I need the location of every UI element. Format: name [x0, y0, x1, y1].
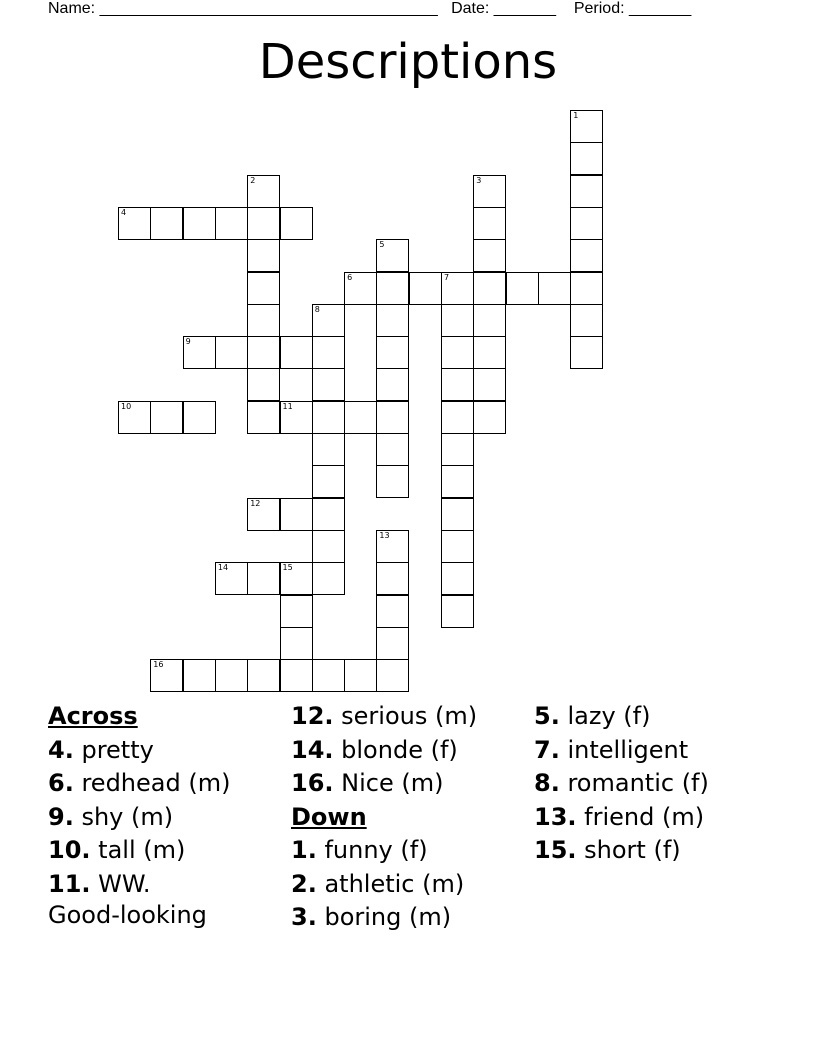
grid-cell[interactable] — [312, 530, 345, 563]
grid-cell[interactable] — [441, 498, 474, 531]
clue-column-3 — [534, 700, 709, 868]
grid-cell[interactable] — [280, 562, 313, 595]
name-blank[interactable]: ______________________________________ — [99, 0, 438, 17]
grid-cell[interactable] — [312, 401, 345, 434]
clue-text: athletic (m) — [324, 869, 465, 898]
cell-number: 3 — [476, 175, 482, 185]
clue-number: 1. — [291, 836, 317, 864]
grid-cell[interactable] — [441, 304, 474, 337]
clue-number: 6. — [48, 769, 74, 797]
clue-number: 16. — [291, 769, 334, 797]
grid-cell[interactable] — [441, 401, 474, 434]
clue-column-2 — [291, 700, 477, 935]
page-title: Descriptions — [258, 34, 558, 90]
grid-cell[interactable] — [280, 659, 313, 692]
grid-cell[interactable] — [247, 336, 280, 369]
cell-number: 4 — [121, 207, 127, 217]
grid-cell[interactable] — [473, 304, 506, 337]
clue-number: 10. — [48, 836, 91, 864]
cell-number: 2 — [250, 175, 256, 185]
grid-cell[interactable] — [570, 272, 603, 305]
grid-cell[interactable] — [570, 142, 603, 175]
grid-cell[interactable] — [473, 336, 506, 369]
grid-cell[interactable] — [247, 401, 280, 434]
period-label: Period: — [573, 0, 625, 17]
grid-cell[interactable] — [570, 110, 603, 143]
grid-cell[interactable] — [376, 595, 409, 628]
down-heading: Down — [291, 802, 367, 831]
grid-cell[interactable] — [376, 627, 409, 660]
grid-cell[interactable] — [150, 401, 183, 434]
clue-text: Nice (m) — [341, 769, 444, 797]
clue-text: tall (m) — [98, 836, 186, 864]
grid-cell[interactable] — [312, 368, 345, 401]
cell-number: 12 — [250, 498, 261, 508]
grid-cell[interactable] — [247, 498, 280, 531]
grid-cell[interactable] — [473, 207, 506, 240]
grid-cell[interactable] — [409, 272, 442, 305]
grid-cell[interactable] — [118, 401, 151, 434]
clue-text: friend (m) — [584, 802, 705, 831]
grid-cell[interactable] — [247, 272, 280, 305]
clue-number: 3. — [291, 903, 317, 931]
cell-number: 6 — [347, 272, 353, 282]
grid-cell[interactable] — [376, 465, 409, 498]
grid-cell[interactable] — [312, 659, 345, 692]
clue-number: 2. — [291, 869, 317, 898]
grid-cell[interactable] — [441, 595, 474, 628]
grid-cell[interactable] — [376, 562, 409, 595]
clue-text: romantic (f) — [567, 769, 709, 797]
clue-text: pretty — [81, 735, 154, 764]
period-blank[interactable]: _______ — [629, 0, 692, 17]
grid-cell[interactable] — [376, 272, 409, 305]
clue-text: serious (m) — [341, 702, 478, 730]
cell-number: 14 — [217, 563, 229, 573]
grid-cell[interactable] — [570, 175, 603, 208]
grid-cell[interactable] — [441, 368, 474, 401]
grid-cell[interactable] — [183, 336, 216, 369]
grid-cell[interactable] — [344, 272, 377, 305]
grid-cell[interactable] — [376, 433, 409, 466]
grid-cell[interactable] — [473, 368, 506, 401]
clue-number: 9. — [48, 802, 74, 831]
grid-cell[interactable] — [247, 239, 280, 272]
clue-text: blonde (f) — [341, 735, 458, 764]
cell-number: 16 — [153, 660, 164, 670]
grid-cell[interactable] — [570, 239, 603, 272]
name-label: Name: — [48, 0, 96, 17]
date-label: Date: — [451, 0, 490, 17]
grid-cell[interactable] — [312, 304, 345, 337]
header-fields — [48, 0, 691, 18]
clue-number: 5. — [534, 702, 560, 730]
grid-cell[interactable] — [473, 175, 506, 208]
grid-cell[interactable] — [312, 433, 345, 466]
cell-number: 7 — [444, 272, 450, 282]
grid-cell[interactable] — [247, 207, 280, 240]
grid-cell[interactable] — [150, 659, 183, 692]
grid-cell[interactable] — [215, 207, 248, 240]
grid-cell[interactable] — [376, 659, 409, 692]
grid-cell[interactable] — [570, 304, 603, 337]
grid-cell[interactable] — [247, 368, 280, 401]
clue-text: shy (m) — [81, 802, 174, 831]
clue-text: funny (f) — [324, 836, 428, 864]
grid-cell[interactable] — [376, 239, 409, 272]
grid-cell[interactable] — [280, 627, 313, 660]
grid-cell[interactable] — [280, 401, 313, 434]
clue-text: WW. — [98, 869, 151, 898]
grid-cell[interactable] — [376, 368, 409, 401]
grid-cell[interactable] — [376, 401, 409, 434]
across-heading: Across — [48, 702, 138, 730]
grid-cell[interactable] — [473, 401, 506, 434]
grid-cell[interactable] — [312, 562, 345, 595]
grid-cell[interactable] — [280, 207, 313, 240]
clue-number: 14. — [291, 735, 334, 764]
clue-number: 8. — [534, 769, 560, 797]
cell-number: 15 — [282, 563, 293, 573]
grid-cell[interactable] — [344, 401, 377, 434]
grid-cell[interactable] — [441, 562, 474, 595]
cell-number: 5 — [379, 240, 385, 250]
grid-cell[interactable] — [183, 401, 216, 434]
grid-cell[interactable] — [312, 336, 345, 369]
grid-cell[interactable] — [312, 465, 345, 498]
grid-cell[interactable] — [441, 433, 474, 466]
grid-cell[interactable] — [150, 207, 183, 240]
clue-number: 7. — [534, 735, 560, 764]
grid-cell[interactable] — [215, 659, 248, 692]
grid-cell[interactable] — [312, 498, 345, 531]
cell-number: 1 — [573, 111, 579, 120]
grid-cell[interactable] — [506, 272, 539, 305]
grid-cell[interactable] — [473, 239, 506, 272]
grid-cell[interactable] — [441, 465, 474, 498]
grid-cell[interactable] — [118, 207, 151, 240]
clue-text: intelligent — [567, 735, 689, 764]
clue-number: 12. — [291, 702, 334, 730]
grid-cell[interactable] — [570, 336, 603, 369]
clue-text: boring (m) — [324, 903, 452, 931]
grid-cell[interactable] — [280, 595, 313, 628]
clue-number: 4. — [48, 735, 74, 764]
grid-cell[interactable] — [215, 562, 248, 595]
clue-text: short (f) — [584, 836, 681, 864]
grid-cell[interactable] — [280, 498, 313, 531]
clue-text: Good-looking — [48, 901, 207, 929]
grid-cell[interactable] — [570, 207, 603, 240]
grid-cell[interactable] — [473, 272, 506, 305]
grid-cell[interactable] — [247, 659, 280, 692]
cell-number: 13 — [379, 530, 390, 540]
cell-number: 11 — [282, 401, 293, 411]
grid-cell[interactable] — [441, 530, 474, 563]
grid-cell[interactable] — [376, 336, 409, 369]
clue-text: redhead (m) — [81, 769, 231, 797]
grid-cell[interactable] — [538, 272, 571, 305]
grid-cell[interactable] — [183, 659, 216, 692]
grid-cell[interactable] — [441, 336, 474, 369]
grid-cell[interactable] — [247, 175, 280, 208]
grid-cell[interactable] — [280, 336, 313, 369]
grid-cell[interactable] — [344, 659, 377, 692]
cell-number: 8 — [314, 304, 320, 314]
grid-cell[interactable] — [247, 304, 280, 337]
clue-number: 15. — [534, 836, 577, 864]
grid-cell[interactable] — [247, 562, 280, 595]
grid-cell[interactable] — [183, 207, 216, 240]
cell-number: 9 — [185, 337, 191, 347]
clue-text: lazy (f) — [567, 702, 651, 730]
grid-cell[interactable] — [441, 272, 474, 305]
grid-cell[interactable] — [376, 304, 409, 337]
grid-cell[interactable] — [376, 530, 409, 563]
clue-number: 11. — [48, 869, 91, 898]
grid-cell[interactable] — [215, 336, 248, 369]
clue-column-1 — [48, 700, 230, 929]
clue-number: 13. — [534, 802, 577, 831]
date-blank[interactable]: _______ — [493, 0, 557, 17]
cell-number: 10 — [121, 401, 132, 411]
